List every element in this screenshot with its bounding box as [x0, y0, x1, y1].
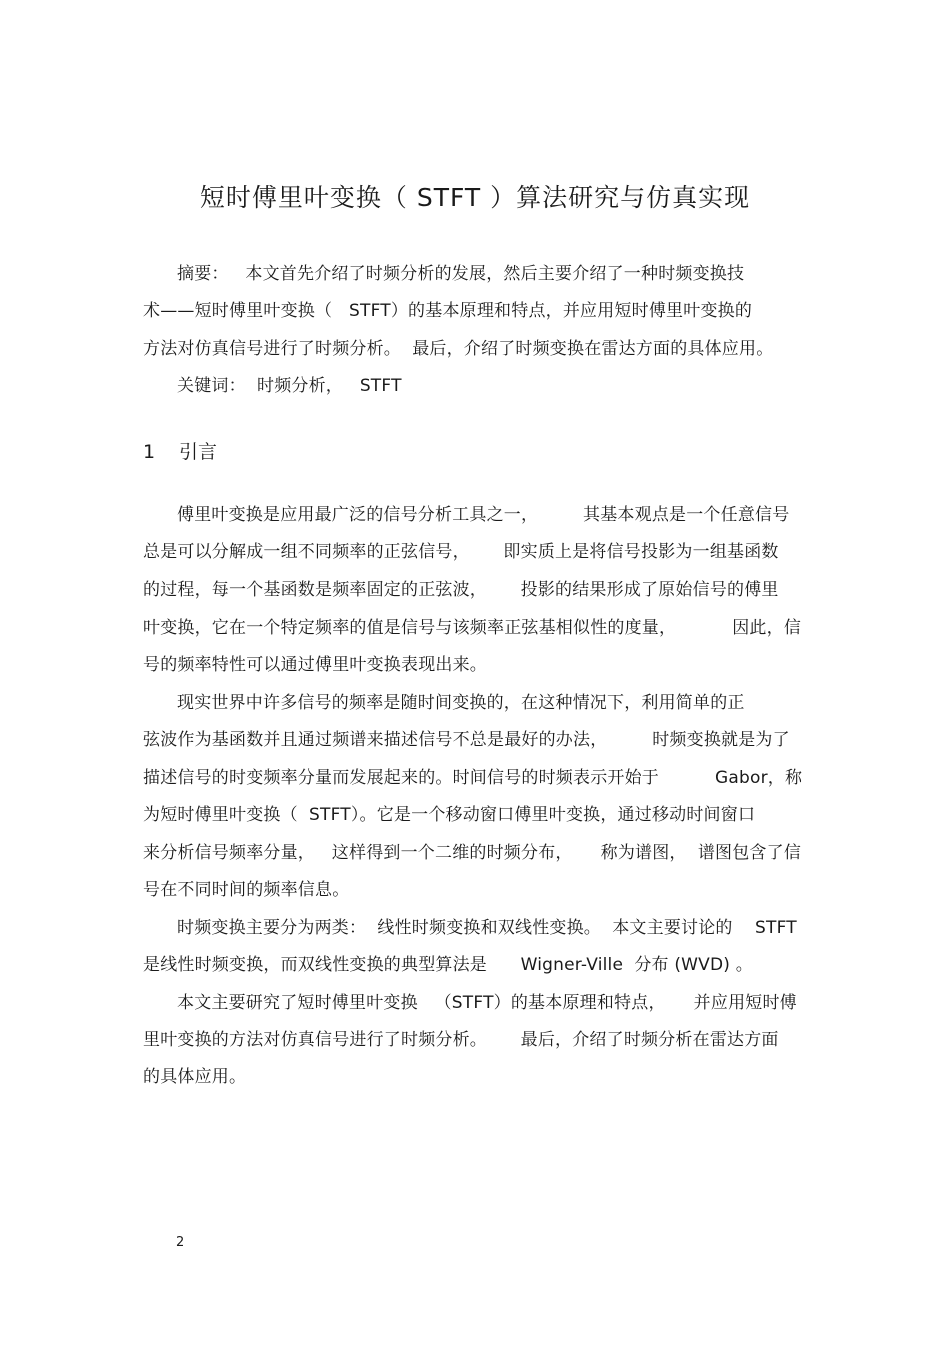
paragraph-line: 来分析信号频率分量， 这样得到一个二维的时频分布， 称为谱图， 谱图包含了信: [143, 843, 802, 863]
paragraph-line: 傅里叶变换是应用最广泛的信号分析工具之一， 其基本观点是一个任意信号: [177, 505, 790, 525]
section-heading: [143, 436, 217, 468]
abstract-line: 术——短时傅里叶变换（ STFT）的基本原理和特点，并应用短时傅里叶变换的: [143, 301, 753, 321]
paragraph-line: 为短时傅里叶变换（ STFT）。它是一个移动窗口傅里叶变换，通过移动时间窗口: [143, 805, 756, 825]
paragraph-line: 的过程，每一个基函数是频率固定的正弦波， 投影的结果形成了原始信号的傅里: [143, 580, 779, 600]
paragraph-line: 现实世界中许多信号的频率是随时间变换的，在这种情况下，利用简单的正: [177, 693, 745, 713]
page-number: 2: [176, 1235, 185, 1250]
paragraph-line: 里叶变换的方法对仿真信号进行了时频分析。 最后，介绍了时频分析在雷达方面: [143, 1030, 779, 1050]
document-title: 短时傅里叶变换（ STFT ）算法研究与仿真实现: [199, 183, 751, 212]
paragraph-line: 弦波作为基函数并且通过频谱来描述信号不总是最好的办法， 时频变换就是为了: [143, 730, 790, 750]
paragraph-line: 叶变换，它在一个特定频率的值是信号与该频率正弦基相似性的度量， 因此，信: [143, 618, 802, 638]
abstract-line: 方法对仿真信号进行了时频分析。 最后，介绍了时频变换在雷达方面的具体应用。: [143, 339, 774, 359]
paragraph-line: 号的频率特性可以通过傅里叶变换表现出来。: [143, 655, 487, 675]
paragraph-line: 描述信号的时变频率分量而发展起来的。时间信号的时频表示开始于 Gabor，称: [143, 768, 803, 788]
abstract-line: 摘要： 本文首先介绍了时频分析的发展，然后主要介绍了一种时频变换技: [177, 264, 745, 284]
paragraph-line: 本文主要研究了短时傅里叶变换 （STFT）的基本原理和特点， 并应用短时傅: [177, 993, 797, 1013]
paragraph-line: 时频变换主要分为两类： 线性时频变换和双线性变换。 本文主要讨论的 STFT: [177, 918, 797, 938]
keywords-line: 关键词： 时频分析， STFT: [177, 376, 402, 396]
paragraph-line: 是线性时频变换，而双线性变换的典型算法是 Wigner-Ville 分布 (WVD) 。: [143, 955, 753, 975]
section-title: 引言: [179, 441, 218, 463]
paragraph-line: 的具体应用。: [143, 1067, 247, 1087]
section-number: 1: [143, 441, 156, 463]
paragraph-line: 总是可以分解成一组不同频率的正弦信号， 即实质上是将信号投影为一组基函数: [143, 542, 779, 562]
paragraph-line: 号在不同时间的频率信息。: [143, 880, 350, 900]
